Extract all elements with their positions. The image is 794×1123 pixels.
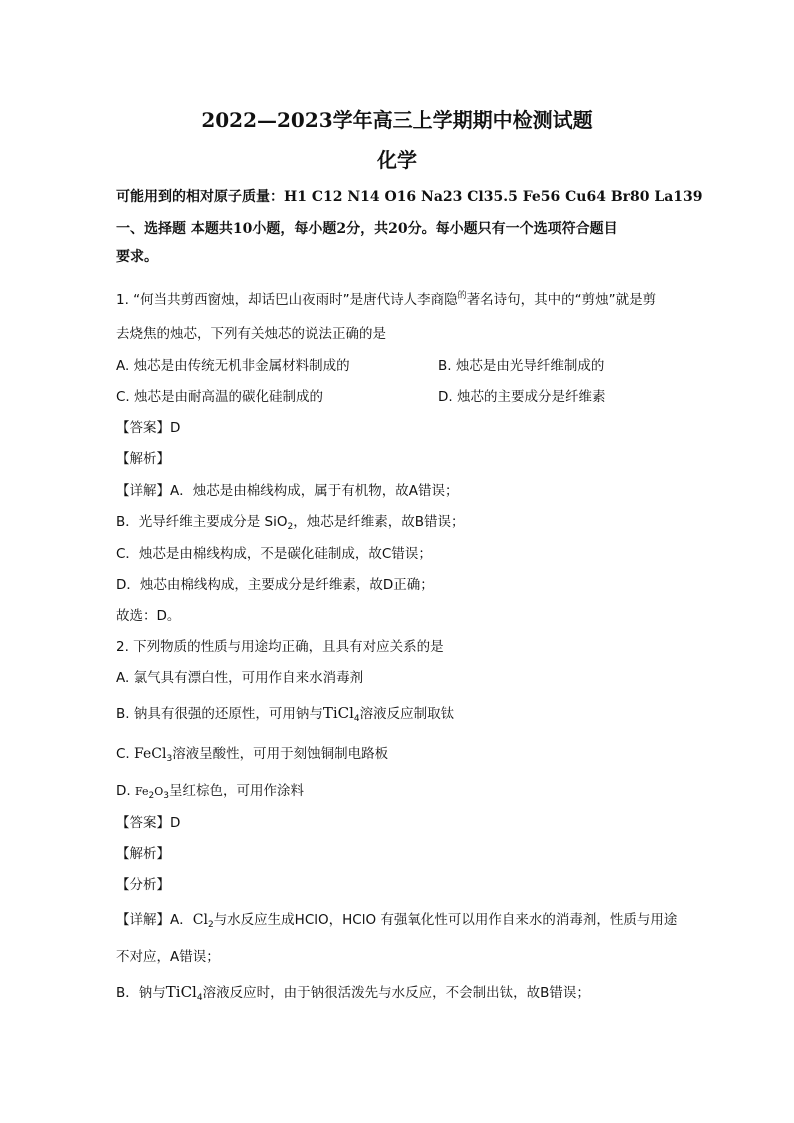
q1-detail-b: [116, 510, 465, 532]
q2-option-d-sub1: 2: [148, 791, 155, 801]
q2-stem: 2. 下列物质的性质与用途均正确，且具有对应关系的是: [116, 639, 444, 655]
q2-option-d: [116, 779, 304, 801]
q1-stem-text-b: 著名诗句，其中的“剪烛”就是剪: [466, 292, 657, 308]
q2-answer: 【答案】D: [116, 815, 181, 831]
q2-detail-a-chem: Cl: [192, 912, 208, 928]
q2-option-b: [116, 702, 454, 724]
q2-option-b-post: 溶液反应制取钛: [359, 706, 455, 722]
q1-option-d: D. 烛芯的主要成分是纤维素: [438, 389, 606, 405]
q1-option-c: C. 烛芯是由耐高温的碳化硅制成的: [116, 389, 324, 405]
q1-detail-b-sub: 2: [287, 522, 294, 532]
q2-option-d-post: 呈红棕色，可用作涂料: [169, 783, 305, 799]
q2-detail-a: [116, 908, 677, 930]
atomic-masses: 可能用到的相对原子质量：H1 C12 N14 O16 Na23 Cl35.5 Fe56 Cu64 Br80 La139: [116, 189, 703, 205]
q2-option-d-sub2: 3: [163, 791, 170, 801]
subject-title: 化学: [377, 148, 417, 172]
q2-analysis-label: 【解析】: [116, 846, 170, 862]
q1-stem-line1: [116, 288, 656, 308]
q1-answer: 【答案】D: [116, 420, 181, 436]
q2-option-a: A. 氯气具有漂白性，可用作自来水消毒剂: [116, 670, 364, 686]
q1-detail-a: 【详解】A．烛芯是由棉线构成，属于有机物，故A错误；: [116, 483, 459, 499]
section-instructions-line2: 要求。: [116, 249, 158, 265]
q1-option-a: A. 烛芯是由传统无机非金属材料制成的: [116, 358, 350, 374]
q1-stem-text-a: 1. “何当共剪西窗烛，却话巴山夜雨时”是唐代诗人李商隐: [116, 292, 458, 308]
q2-detail-b: [116, 981, 590, 1003]
q2-option-d-chem2: O: [154, 785, 164, 798]
q2-detail-a-sub: 2: [207, 920, 214, 930]
q1-detail-c: C．烛芯是由棉线构成，不是碳化硅制成，故C错误；: [116, 546, 432, 562]
q1-conclusion: 故选：D。: [116, 608, 181, 624]
q2-detail-a-pre: 【详解】A．: [116, 912, 193, 928]
q1-option-b: B. 烛芯是由光导纤维制成的: [438, 358, 605, 374]
q2-detail-b-sub: 4: [196, 993, 203, 1003]
q2-fenxi-label: 【分析】: [116, 877, 170, 893]
q2-option-c-post: 溶液呈酸性，可用于刻蚀铜制电路板: [172, 746, 389, 762]
q2-option-c: [116, 742, 388, 764]
q1-stem-line2: 去烧焦的烛芯，下列有关烛芯的说法正确的是: [116, 326, 386, 342]
q1-stem-sup: 的: [457, 291, 467, 301]
q2-detail-b-pre: B．钠与: [116, 985, 166, 1001]
q1-detail-b-post: ，烛芯是纤维素，故B错误；: [293, 514, 465, 530]
q2-option-d-chem1: Fe: [134, 785, 149, 798]
q2-option-b-pre: B. 钠具有很强的还原性，可用钠与: [116, 706, 323, 722]
q2-detail-a-post: 与水反应生成HClO，HClO 有强氧化性可以用作自来水的消毒剂，性质与用途: [213, 912, 678, 928]
q2-option-b-chem: TiCl: [322, 704, 354, 722]
q2-detail-b-chem: TiCl: [165, 983, 197, 1001]
exam-title: 2022—2023学年高三上学期期中检测试题: [201, 108, 593, 132]
q1-detail-d: D．烛芯由棉线构成，主要成分是纤维素，故D正确；: [116, 577, 434, 593]
q1-analysis-label: 【解析】: [116, 451, 170, 467]
q2-option-c-sub: 3: [166, 754, 173, 764]
q2-option-c-pre: C.: [116, 746, 135, 762]
q2-detail-a-line2: 不对应，A错误；: [116, 949, 220, 965]
section-instructions-line1: 一、选择题 本题共10小题，每小题2分，共20分。每小题只有一个选项符合题目: [116, 221, 618, 237]
q2-option-c-chem: FeCl: [134, 746, 167, 762]
q2-option-d-pre: D.: [116, 783, 135, 799]
q2-option-b-sub: 4: [353, 714, 360, 724]
q2-detail-b-post: 溶液反应时，由于钠很活泼先与水反应，不会制出钛，故B错误；: [202, 985, 590, 1001]
q1-detail-b-pre: B．光导纤维主要成分是 SiO: [116, 514, 288, 530]
